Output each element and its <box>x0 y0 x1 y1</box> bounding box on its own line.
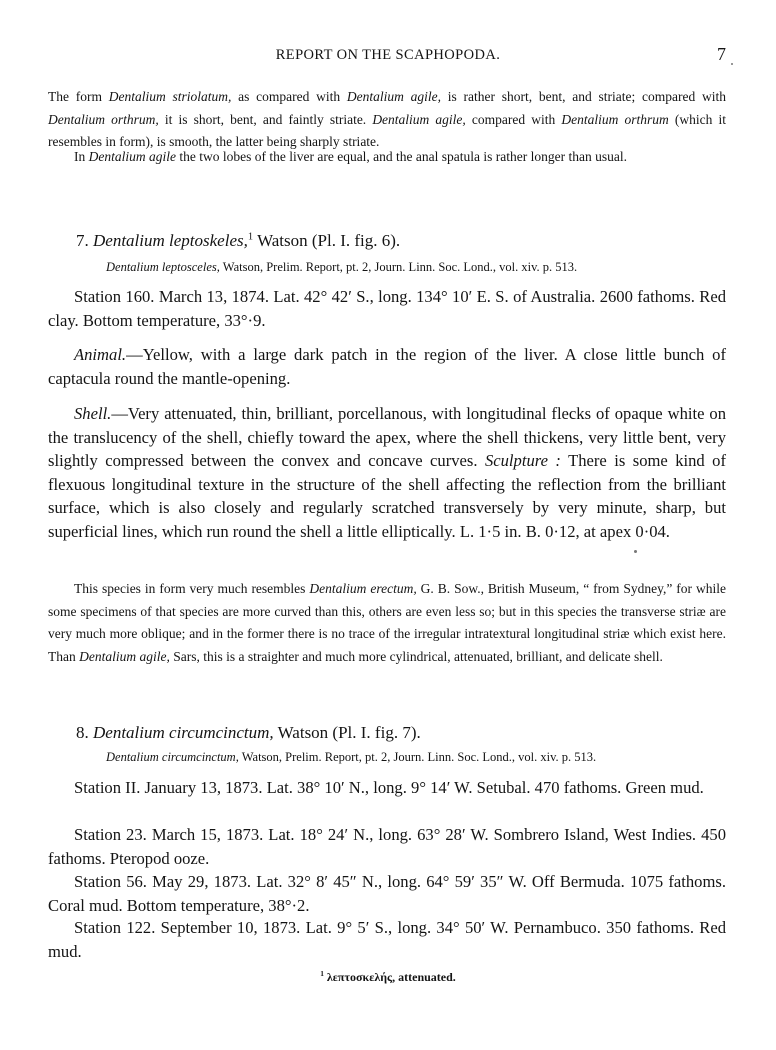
text-run: The form <box>48 89 109 104</box>
running-title: REPORT ON THE SCAPHOPODA. <box>275 47 501 63</box>
species-7-shell <box>48 402 726 543</box>
text-run: In <box>74 149 89 164</box>
text-run: compared with <box>465 111 562 127</box>
italic-text-run: Dentalium agile, <box>346 89 442 104</box>
text-run: Watson (Pl. I. fig. 6). <box>253 231 401 250</box>
species-7-station <box>48 285 726 332</box>
species-8-station-1 <box>48 776 726 800</box>
text-run: is rather short, bent, and striate; compared with <box>441 89 726 104</box>
italic-text-run: Dentalium agile, <box>79 648 170 664</box>
species-8-station-4 <box>48 916 726 963</box>
intro-paragraph-1 <box>48 86 726 154</box>
text-run: Station II. January 13, 1873. Lat. 38° 10′ N., long. 9° 14′ W. Setubal. 470 fathoms. Green mud. <box>74 778 704 797</box>
text-run: Station 160. March 13, 1874. Lat. 42° 42′ S., long. 134° 10′ E. S. of Australia. 2600 fathoms. Red clay. Bottom temperature, 33°·9. <box>48 287 726 330</box>
italic-text-run: Dentalium agile <box>88 149 176 164</box>
footnote <box>0 970 776 985</box>
text-run: as compared with <box>231 89 347 104</box>
species-7-remark <box>48 578 726 668</box>
speck-mark <box>634 550 637 553</box>
text-run: Watson (Pl. I. fig. 7). <box>273 723 421 742</box>
speck-mark <box>731 63 733 65</box>
text-run: the two lobes of the liver are equal, and the anal spatula is rather longer than usual. <box>176 149 627 164</box>
intro-paragraph-2 <box>48 146 726 169</box>
italic-text-run: Dentalium agile, <box>372 111 466 127</box>
species-7-heading <box>76 229 400 253</box>
species-7-reference <box>106 258 577 276</box>
italic-text-run: Shell. <box>74 404 112 423</box>
species-8-station-3 <box>48 870 726 917</box>
italic-text-run: Dentalium orthrum, <box>48 111 159 127</box>
text-run: it is short, bent, and faintly striate. <box>158 111 373 127</box>
text-run: —Yellow, with a large dark patch in the region of the liver. A close little bunch of captacula round the mantle-opening. <box>48 345 726 388</box>
italic-text-run: Dentalium orthrum <box>561 111 669 127</box>
italic-text-run: Dentalium circumcinctum, <box>106 750 239 764</box>
text-run: Station 56. May 29, 1873. Lat. 32° 8′ 45″ N., long. 64° 59′ 35″ W. Off Bermuda. 1075 fathoms. Coral mud. Bottom temperature, 38°·2. <box>48 872 726 915</box>
italic-text-run: Dentalium leptosceles, <box>106 260 220 274</box>
text-run: There is some kind of flexuous longitudinal texture in the structure of the shell affecting the reflection from the brilliant surface, which is also closely and regularly scratched transversely by very minute, sharp, but superficial lines, which run round the shell a little elliptically. L. 1·5 in. B. 0·12, at apex 0·04. <box>48 451 726 541</box>
text-run: 8. <box>76 723 93 742</box>
text-run: Watson, Prelim. Report, pt. 2, Journ. Linn. Soc. Lond., vol. xiv. p. 513. <box>219 260 578 274</box>
italic-text-run: Dentalium circumcinctum, <box>93 723 274 742</box>
text-run: Watson, Prelim. Report, pt. 2, Journ. Linn. Soc. Lond., vol. xiv. p. 513. <box>238 750 597 764</box>
page-number: 7 <box>717 44 726 64</box>
text-run: Station 122. September 10, 1873. Lat. 9° 5′ S., long. 34° 50′ W. Pernambuco. 350 fathoms. Red mud. <box>48 918 726 961</box>
text-run: (which it resembles in form), is smooth, the latter being sharply striate. <box>48 111 726 149</box>
species-8-heading <box>76 721 421 745</box>
species-7-animal <box>48 343 726 390</box>
italic-text-run: Sculpture : <box>484 451 561 470</box>
page-header <box>0 44 776 68</box>
text-run: Station 23. March 15, 1873. Lat. 18° 24′ N., long. 63° 28′ W. Sombrero Island, West Indies. 450 fathoms. Pteropod ooze. <box>48 825 726 868</box>
text-run: This species in form very much resembles <box>74 581 310 596</box>
italic-text-run: Dentalium leptoskeles, <box>93 231 248 250</box>
footnote-marker: 1 <box>247 231 254 243</box>
text-run: —Very attenuated, thin, brilliant, porcellanous, with longitudinal flecks of opaque white on the translucency of the shell, chiefly toward the apex, where the shell thickens, very little bent, very slightly compressed between the convex and concave curves. <box>48 404 726 470</box>
text-run: Sars, this is a straighter and much more cylindrical, attenuated, brilliant, and delicate shell. <box>169 648 663 664</box>
italic-text-run: Dentalium striolatum, <box>108 89 232 104</box>
italic-text-run: Dentalium erectum, <box>309 581 417 596</box>
italic-text-run: Animal. <box>74 345 127 364</box>
text-run: 7. <box>76 231 93 250</box>
text-run: λεπτοσκελής, attenuated. <box>323 970 456 984</box>
species-8-reference <box>106 748 596 766</box>
footnote-marker: 1 <box>320 969 324 978</box>
text-run: G. B. Sow., British Museum, “ from Sydney,” for while some specimens of that species are more curved than this, others are even less so; but in this species the transverse striæ are very much more oblique; and in the former there is no trace of the irregular intratextural longitudinal striæ which exist here. Than <box>48 581 726 664</box>
species-8-station-2 <box>48 823 726 870</box>
